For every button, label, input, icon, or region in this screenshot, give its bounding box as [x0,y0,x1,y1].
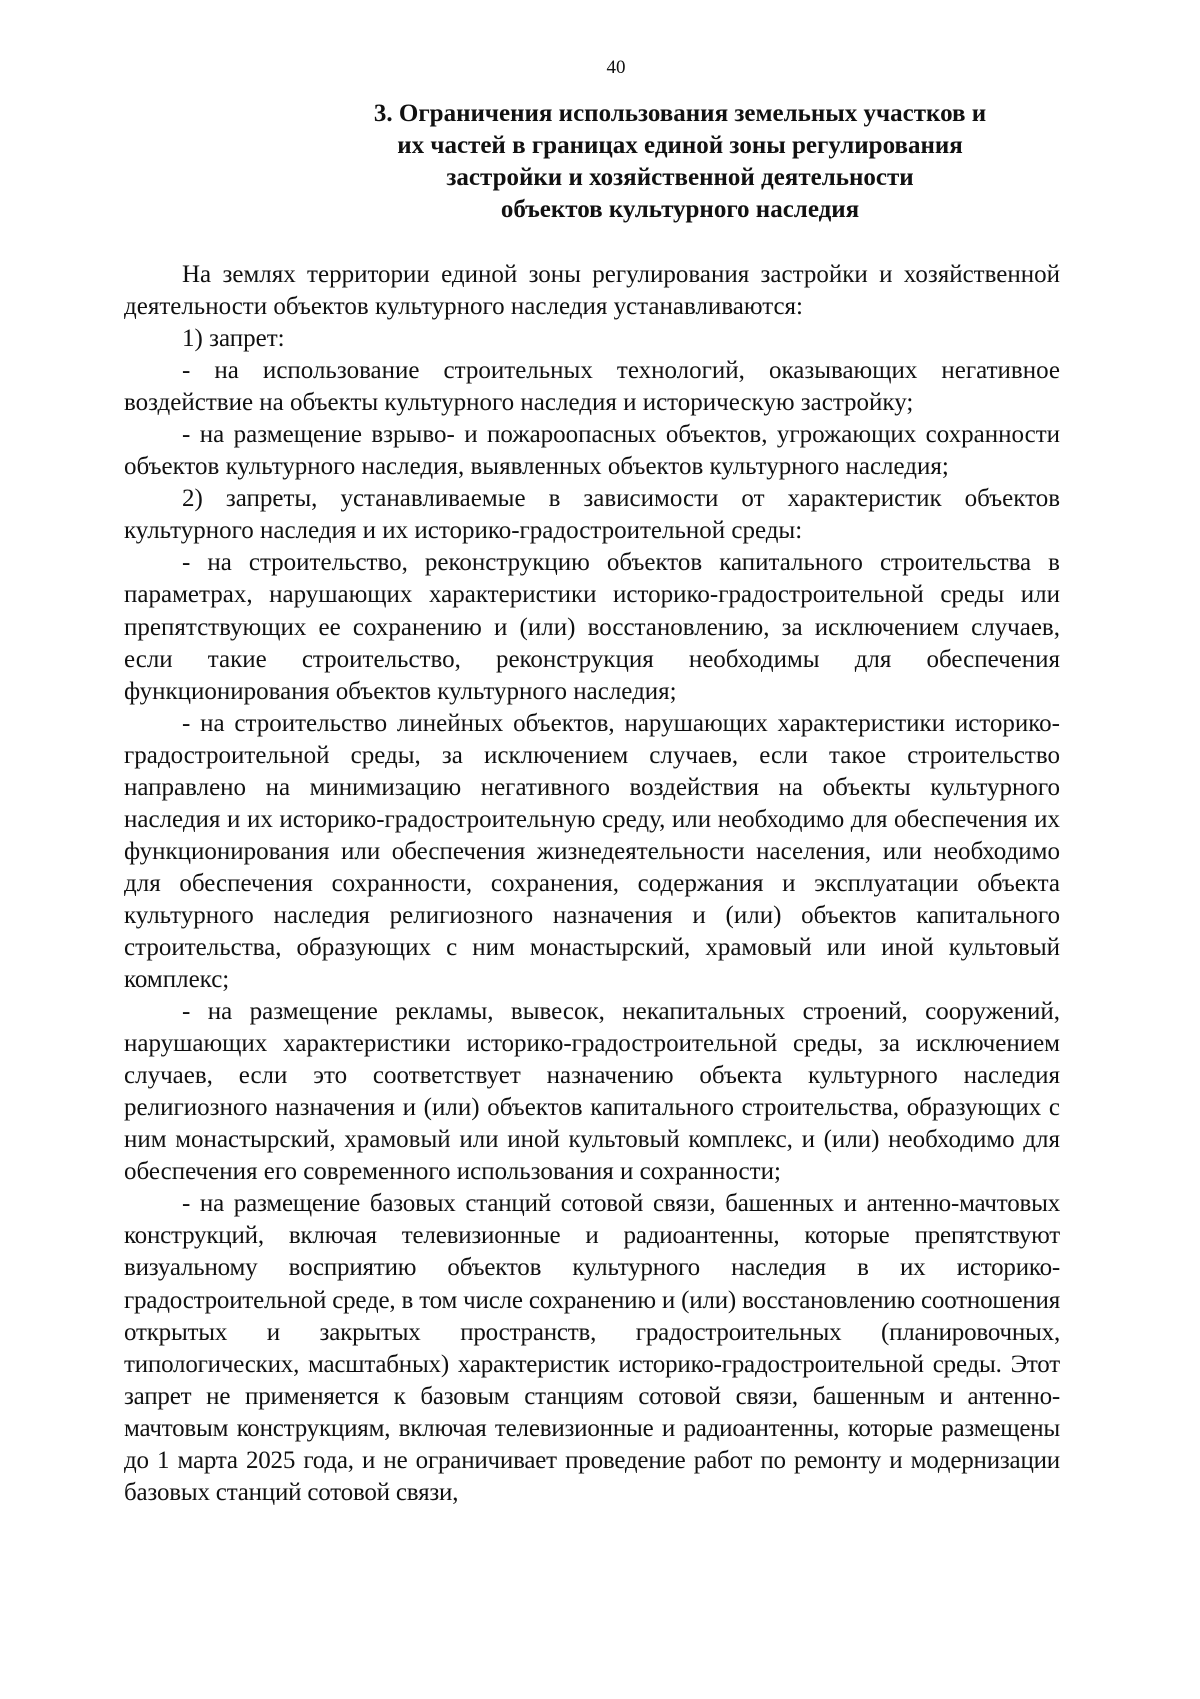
paragraph-bullet: - на размещение взрыво- и пожароопасных объектов, угрожающих сохранности объектов культурного наследия, выявленных объектов культурного наследия; [124,421,1060,481]
page-number: 40 [606,57,626,78]
body-text [124,259,1060,1509]
paragraph-bullet: - на строительство, реконструкцию объектов капитального строительства в параметрах, нарушающих характеристики историко-градостроительной среды или препятствующих ее сохранению и (или) восстановлению, за исключением случаев, если такие строительство, реконструкция необходимы для обеспечения функционирования объектов культурного наследия; [124,549,1060,705]
heading-line: 3. Ограничения использования земельных участков и [373,100,987,127]
paragraph-bullet: - на строительство линейных объектов, нарушающих характеристики историко-градостроительной среды, за исключением случаев, если такое строительство направлено на минимизацию негативного воздействия на объекты культурного наследия и их историко-градостроительную среду, или необходимо для обеспечения их функционирования или обеспечения жизнедеятельности населения, или необходимо для обеспечения сохранности, сохранения, содержания и эксплуатации объекта культурного наследия религиозного назначения и (или) объектов капитального строительства, образующих с ним монастырский, храмовый или иной культовый комплекс; [124,709,1060,994]
paragraph-bullet: - на размещение базовых станций сотовой связи, башенных и антенно-мачтовых конструкций, включая телевизионные и радиоантенны, которые препятствуют визуальному восприятию объектов культурного наследия в их историко-градостроительной среде, в том числе сохранению и (или) восстановлению соотношения открытых и закрытых пространств, градостроительных (планировочных, типологических, масштабных) характеристик историко-градостроительной среды. Этот запрет не применяется к базовым станциям сотовой связи, башенным и антенно-мачтовым конструкциям, включая телевизионные и радиоантенны, которые размещены до 1 марта 2025 года, и не ограничивает проведение работ по ремонту и модернизации базовых станций сотовой связи, [124,1190,1060,1506]
paragraph-intro: На землях территории единой зоны регулирования застройки и хозяйственной деятельности объектов культурного наследия устанавливаются: [124,261,1060,321]
heading-line: объектов культурного наследия [500,196,860,223]
heading-line: их частей в границах единой зоны регулирования [397,132,963,159]
paragraph-item-1: 1) запрет: [182,325,285,353]
paragraph-bullet: - на размещение рекламы, вывесок, некапитальных строений, сооружений, нарушающих характеристики историко-градостроительной среды, за исключением случаев, если это соответствует назначению объекта культурного наследия религиозного назначения и (или) объектов капитального строительства, образующих с ним монастырский, храмовый или иной культовый комплекс, и (или) необходимо для обеспечения его современного использования и сохранности; [124,998,1060,1186]
section-heading [250,98,1110,226]
heading-line: застройки и хозяйственной деятельности [446,164,914,191]
paragraph-item-2: 2) запреты, устанавливаемые в зависимости от характеристик объектов культурного наследия и их историко-градостроительной среды: [124,485,1060,545]
paragraph-bullet: - на использование строительных технологий, оказывающих негативное воздействие на объекты культурного наследия и историческую застройку; [124,357,1060,417]
